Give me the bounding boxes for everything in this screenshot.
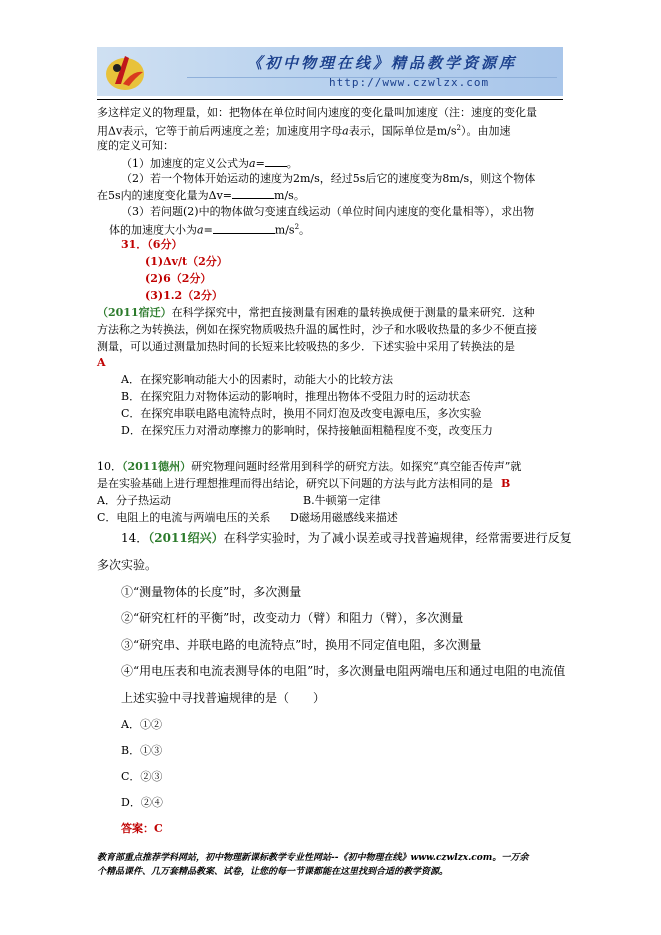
banner-url[interactable]: http://www.czwlzx.com	[329, 76, 490, 89]
para-line: 多这样定义的物理量，如：把物体在单位时间内速度的变化量叫加速度（注：速度的变化量	[97, 106, 537, 119]
option-a: A．在探究影响动能大小的因素时，动能大小的比较方法	[121, 373, 393, 386]
footer-line: 教育部重点推荐学科网站，初中物理新课标教学专业性网站--《初中物理在线》www.czwlzx.com。一万余	[97, 853, 529, 863]
option-c: C．在探究串联电路电流特点时，换用不同灯泡及改变电源电压，多次实验	[121, 407, 482, 420]
answer-31-heading: 31．（6分）	[121, 238, 183, 251]
answer-suqian: A	[97, 356, 106, 369]
option-d: D．在探究压力对滑动摩擦力的影响时，保持接触面粗糙程度不变，改变压力	[121, 424, 493, 437]
option-d: D．②④	[121, 796, 163, 809]
question-3: （3）若问题(2)中的物体做匀变速直线运动（单位时间内速度的变化量相等），求出物	[121, 205, 535, 218]
item-2: ②“研究杠杆的平衡”时，改变动力（臂）和阻力（臂），多次测量	[121, 611, 464, 625]
footer	[97, 851, 563, 879]
answer-31-item: (1)Δv/t（2分）	[145, 255, 228, 268]
option-b: B．在探究阻力对物体运动的影响时，推理出物体不受阻力时的运动状态	[121, 390, 471, 403]
header-rule	[97, 99, 563, 100]
question-3-cont: 体的加速度大小为$a= m/s^2$。	[109, 223, 311, 237]
para-line: 用Δv表示，它等于前后两速度之差；加速度用字母a表示，国际单位是$m/s^2$）。由加速	[97, 124, 511, 138]
question-10-line: 是在实验基础上进行理想推理而得出结论，研究以下问题的方法与此方法相同的是 B	[97, 477, 511, 490]
option-c: C．电阻上的电流与两端电压的关系	[97, 511, 271, 524]
question-14-line: 多次实验。	[97, 558, 158, 572]
question-14: 14．（2011绍兴）在科学实验时，为了减小误差或寻找普遍规律，经常需要进行反复	[121, 531, 572, 545]
banner-title: 《初中物理在线》精品教学资源库	[247, 54, 518, 72]
source-tag: （2011宿迁）	[97, 306, 172, 319]
item-1: ①“测量物体的长度”时，多次测量	[121, 585, 302, 599]
question-2: （2）若一个物体开始运动的速度为2m/s，经过5s后它的速度变为8m/s，则这个物体	[121, 172, 536, 185]
answer-blank[interactable]	[265, 156, 287, 167]
source-tag: （2011绍兴）	[148, 531, 224, 545]
para-line: 度的定义可知：	[97, 139, 174, 152]
option-d: D磁场用磁感线来描述	[290, 511, 398, 524]
option-a: A．分子热运动	[97, 494, 171, 507]
question-suqian-line: 测量，可以通过测量加热时间的长短来比较吸热的多少．下述实验中采用了转换法的是	[97, 340, 515, 353]
answer-blank[interactable]	[213, 223, 275, 234]
question-10: 10．（2011德州）研究物理问题时经常用到科学的研究方法。如探究“真空能否传声”就	[97, 460, 522, 473]
option-b: B.牛顿第一定律	[303, 494, 381, 507]
answer-31-item: (3)1.2（2分）	[145, 289, 223, 302]
question-suqian: （2011宿迁）在科学探究中，常把直接测量有困难的量转换成便于测量的量来研究．这种	[97, 306, 535, 319]
header-banner	[97, 47, 563, 96]
item-3: ③“研究串、并联电路的电流特点”时，换用不同定值电阻，多次测量	[121, 638, 482, 652]
source-tag: （2011德州）	[122, 460, 192, 473]
question-suqian-line: 方法称之为转换法，例如在探究物质吸热升温的属性时，沙子和水吸收热量的多少不便直接	[97, 323, 537, 336]
option-b: B．①③	[121, 744, 163, 757]
item-4: ④“用电压表和电流表测导体的电阻”时，多次测量电阻两端电压和通过电阻的电流值	[121, 664, 566, 678]
answer-blank[interactable]	[232, 188, 274, 199]
option-c: C．②③	[121, 770, 163, 783]
question-1: （1）加速度的定义公式为a= 。	[121, 157, 298, 170]
site-logo-icon	[103, 50, 147, 94]
option-a: A．①②	[121, 718, 162, 731]
answer-10: B	[501, 477, 511, 490]
question-2-cont: 在5s内的速度变化量为Δv= m/s。	[97, 189, 305, 202]
question-14-ask: 上述实验中寻找普遍规律的是（ ）	[121, 691, 326, 705]
answer-31-item: (2)6（2分）	[145, 272, 212, 285]
footer-line: 个精品课件、几万套精品教案、试卷，让您的每一节课都能在这里找到合适的教学资源。	[97, 867, 449, 877]
answer-14: 答案：C	[121, 822, 163, 835]
